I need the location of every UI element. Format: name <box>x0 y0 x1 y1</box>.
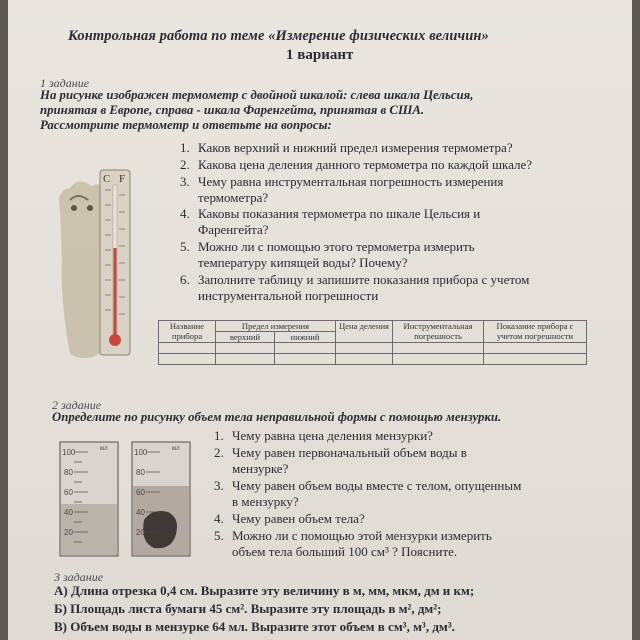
task1-question-4: 4. Каковы показания термометра по шкале Цельсия и <box>180 206 481 221</box>
page-title: Контрольная работа по теме «Измерение физических величин» <box>68 28 489 44</box>
task1-question-1: 1. Каков верхний и нижний предел измерения термометра? <box>180 140 513 155</box>
celsius-label: C <box>103 173 111 185</box>
task1-question-5-line-2: температуру кипящей воды? Почему? <box>198 255 408 270</box>
task2-question-4: 4. Чему равен объем тела? <box>214 511 365 526</box>
header-instrument-error: Инструментальная погрешность <box>393 321 484 343</box>
task2-text: Определите по рисунку объем тела неправильной формы с помощью мензурки. <box>52 410 502 424</box>
task1-question-2: 2. Какова цена деления данного термометра по каждой шкале? <box>180 157 532 172</box>
cyl1-tick-80: 80 <box>64 468 73 477</box>
cyl1-tick-60: 60 <box>64 488 73 497</box>
cyl1-unit: мл <box>100 446 108 452</box>
task1-question-3-line-2: термометра? <box>198 190 269 205</box>
table-row <box>159 354 587 365</box>
task1-question-3: 3. Чему равна инструментальная погрешность измерения <box>180 174 504 189</box>
worksheet-paper <box>8 0 632 640</box>
task1-question-6: 6. Заполните таблицу и запишите показания прибора с учетом <box>180 272 530 287</box>
cyl1-tick-20: 20 <box>64 528 73 537</box>
cylinder-1 <box>60 442 118 556</box>
task1-text-line-1: На рисунке изображен термометр с двойной шкалой: слева шкала Цельсия, <box>40 88 474 102</box>
cyl2-tick-40: 40 <box>136 508 145 517</box>
task2-question-5: 5. Можно ли с помощью этой мензурки измерить <box>214 528 492 543</box>
task1-question-4-line-2: Фаренгейта? <box>198 222 269 237</box>
cylinder-2 <box>132 442 190 556</box>
task3-heading: 3 задание <box>54 570 104 584</box>
task3-line-a: А) Длина отрезка 0,4 см. Выразите эту величину в м, мм, мкм, дм и км; <box>54 583 475 598</box>
task1-question-5: 5. Можно ли с помощью этого термометра измерить <box>180 239 475 254</box>
header-reading-with-error: Показание прибора с учетом погрешности <box>484 321 587 343</box>
task1-question-6-line-2: инструментальной погрешности <box>198 288 379 303</box>
header-measurement-limit: Предел измерения <box>216 321 336 332</box>
cyl1-tick-40: 40 <box>64 508 73 517</box>
task2-question-2-line-2: мензурке? <box>232 461 289 476</box>
task2-question-5-line-2: объем тела больший 100 см³ ? Поясните. <box>232 544 458 559</box>
task2-question-2: 2. Чему равен первоначальный объем воды в <box>214 445 467 460</box>
task1-text-line-3: Рассмотрите термометр и ответьте на вопросы: <box>40 118 332 132</box>
task3-line-b: Б) Площадь листа бумаги 45 см². Выразите эту площадь в м², дм²; <box>54 601 442 616</box>
cyl2-tick-100: 100 <box>134 448 148 457</box>
header-lower-limit: нижний <box>275 332 336 343</box>
task3-line-c: В) Объем воды в мензурке 64 мл. Выразите этот объем в см³, м³, дм³. <box>54 619 455 634</box>
thermometer-figure <box>48 150 148 370</box>
table-row <box>159 343 587 354</box>
cyl1-tick-100: 100 <box>62 448 76 457</box>
cyl2-tick-20: 20 <box>136 528 145 537</box>
measurement-table <box>158 320 587 365</box>
cyl2-tick-80: 80 <box>136 468 145 477</box>
variant-label: 1 вариант <box>286 47 354 63</box>
cyl2-tick-60: 60 <box>136 488 145 497</box>
task2-question-1: 1. Чему равна цена деления мензурки? <box>214 428 433 443</box>
measuring-cylinders-figure <box>52 438 212 560</box>
fahrenheit-label: F <box>119 173 126 185</box>
task1-heading: 1 задание <box>40 76 90 90</box>
header-instrument-name: Название прибора <box>159 321 216 343</box>
header-division-price: Цена деления <box>336 321 393 343</box>
cyl2-unit: мл <box>172 446 180 452</box>
task2-question-3: 3. Чему равен объем воды вместе с телом, опущенным <box>214 478 522 493</box>
task1-text-line-2: принятая в Европе, справа - шкала Фаренгейта, принятая в США. <box>40 103 425 117</box>
task2-question-3-line-2: в мензурку? <box>232 494 299 509</box>
header-upper-limit: верхний <box>216 332 275 343</box>
task2-heading: 2 задание <box>52 398 102 412</box>
